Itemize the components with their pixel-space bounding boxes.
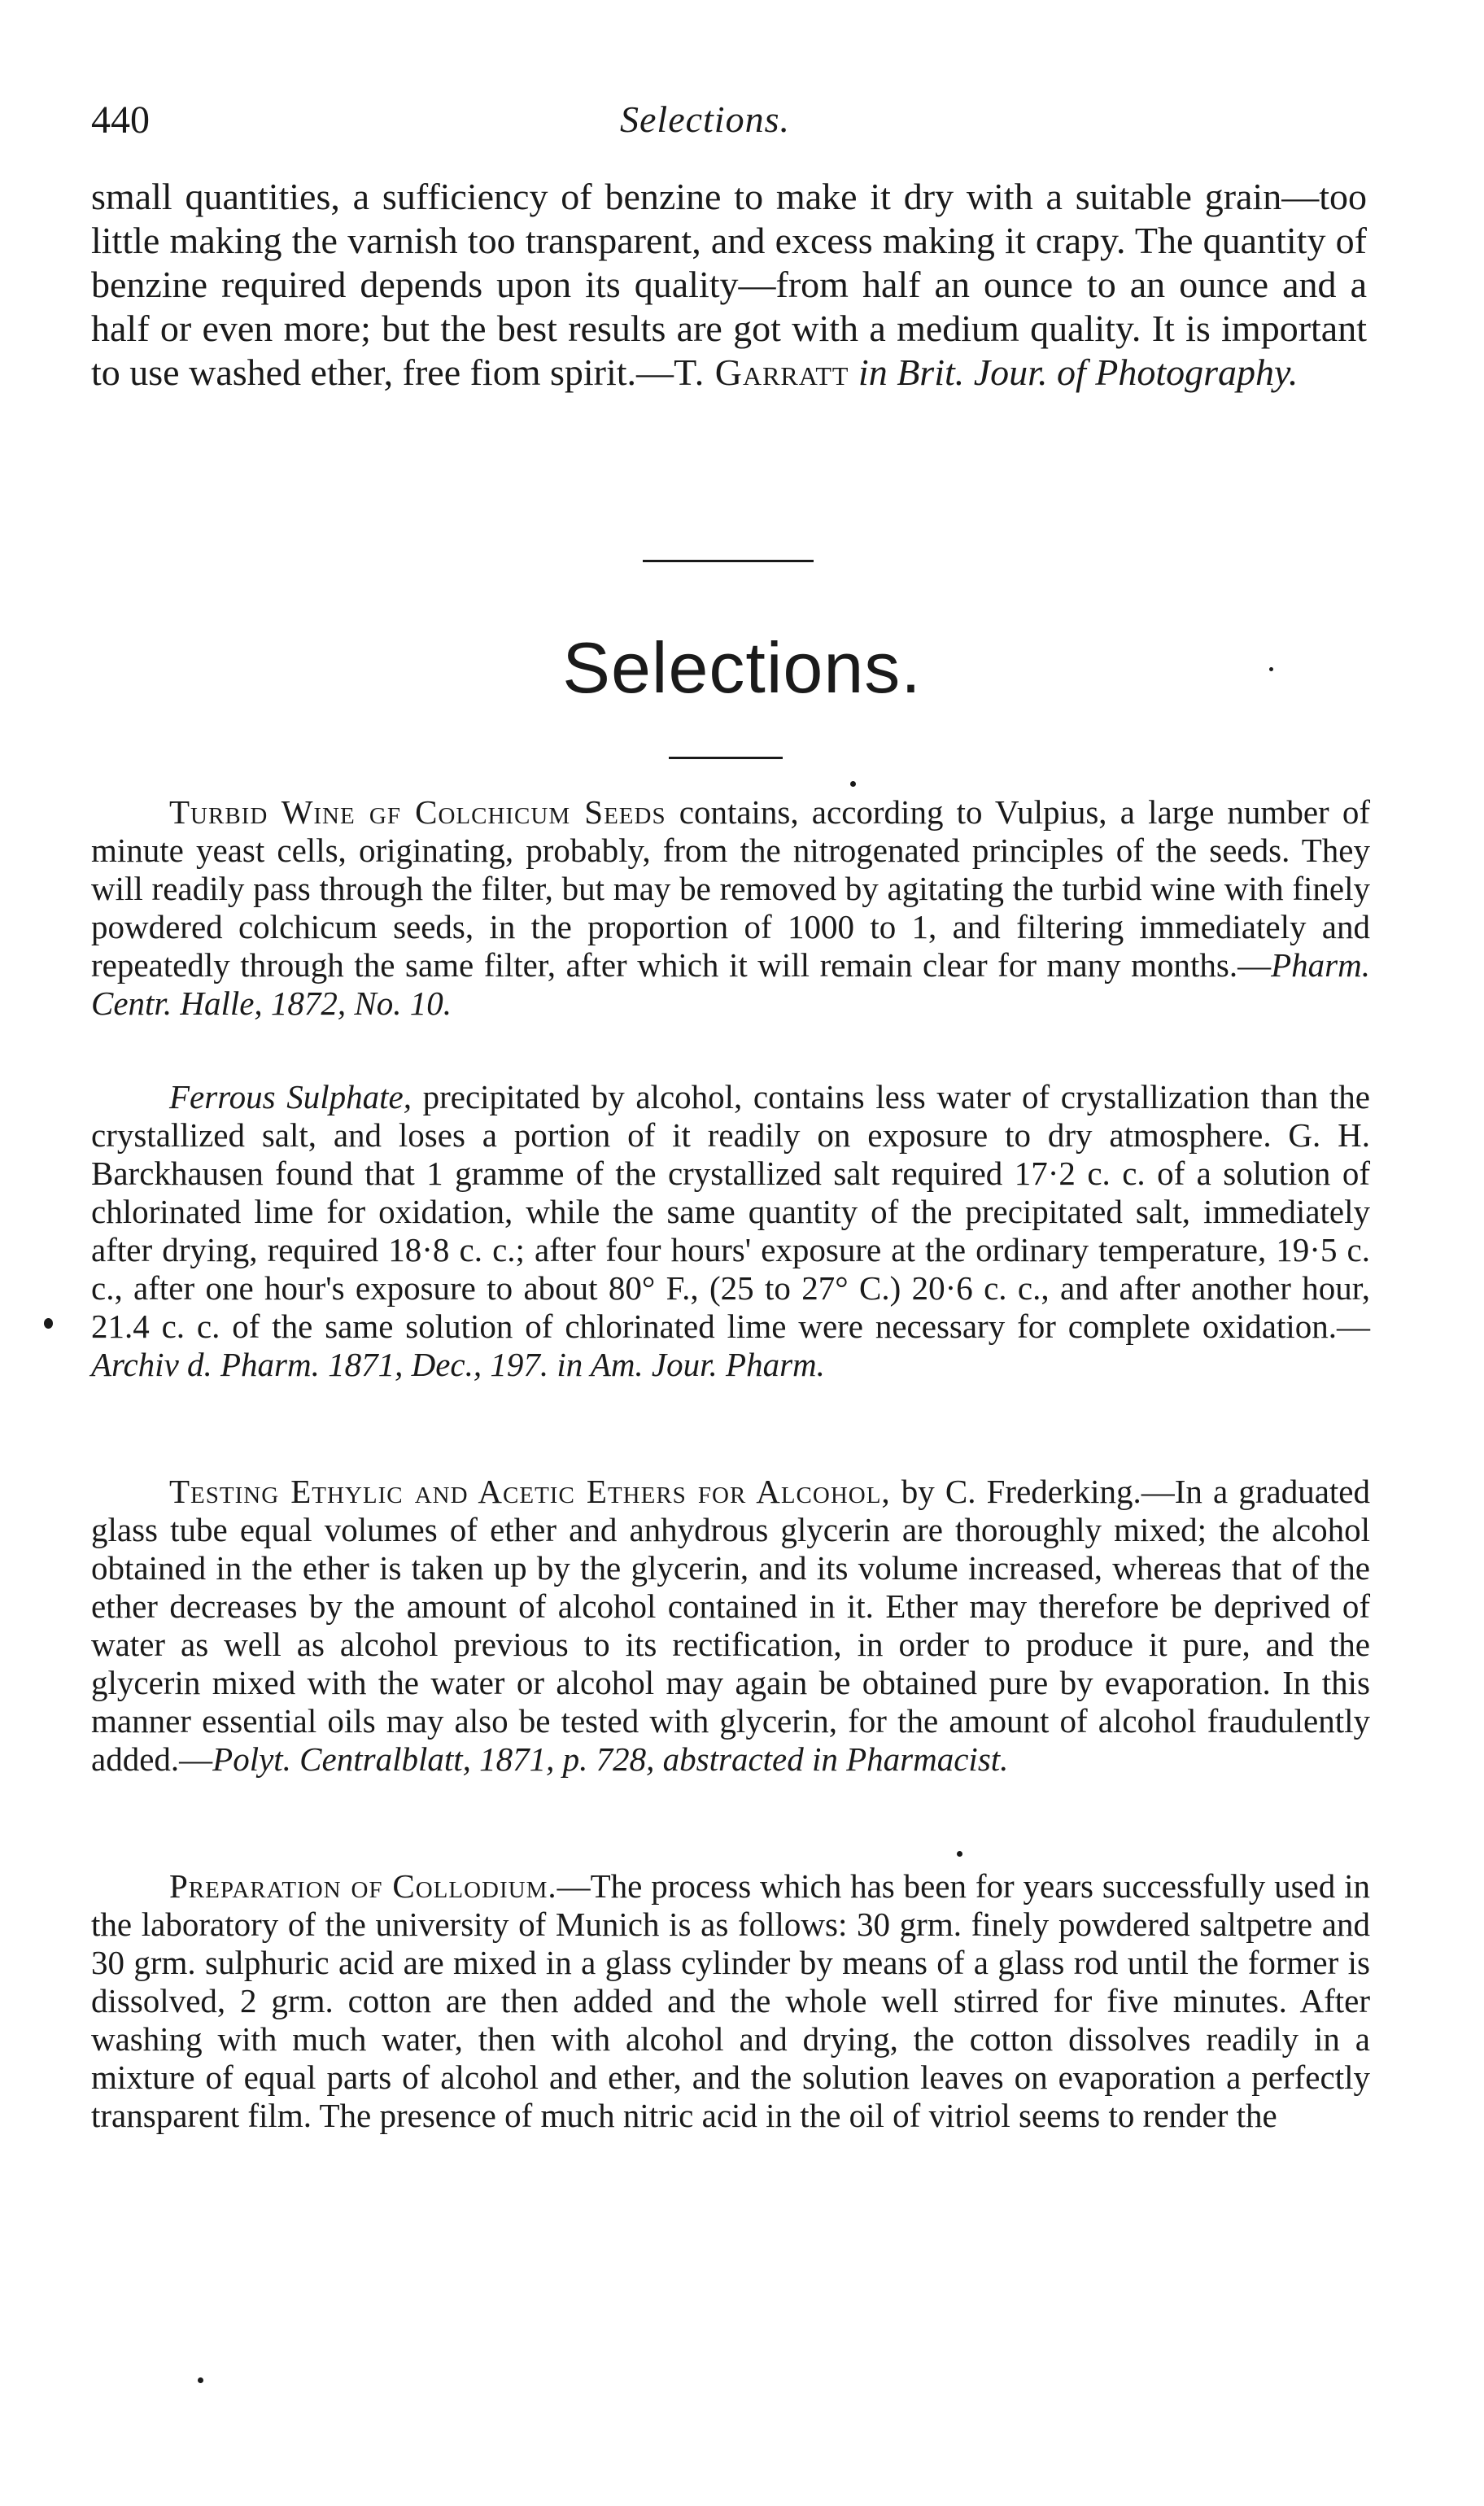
- ink-speck: [1269, 667, 1273, 671]
- article-body: contains, according to Vulpius, a large number of minute yeast cells, originating, probably, from the nitrogenated principles of the seeds. They will readily pass through the filter, but may be removed by agitating the turbid wine with finely powdered colchicum seeds, in the proportion of 1000 to 1, and filtering immediately and repeatedly through the same filter, after which it will remain clear for many months.—: [91, 793, 1370, 984]
- running-header: [91, 98, 1377, 146]
- article-citation: Archiv d. Pharm. 1871, Dec., 197. in Am. Jour. Pharm.: [91, 1346, 825, 1383]
- article-paragraph: [91, 793, 1370, 1023]
- ink-speck: [957, 1851, 962, 1857]
- article-ferrous-sulphate: [91, 1078, 1370, 1384]
- page-number: 440: [91, 98, 150, 142]
- article-citation: Pharm. Centr. Halle, 1872, No. 10.: [91, 946, 1370, 1022]
- article-paragraph: [91, 1473, 1370, 1779]
- article-paragraph: [91, 1867, 1370, 2135]
- article-body: by C. Frederking.—In a graduated glass tube equal volumes of ether and anhydrous glycerin are thoroughly mixed; the alcohol obtained in the ether is taken up by the glycerin, and its volume increased, whereas that of the ether decreases by the amount of alcohol contained in it. Ether may therefore be deprived of water as well as alcohol previous to its rectification, in order to produce it pure, and the glycerin mixed with the water or alcohol may again be obtained pure by evaporation. In this manner essential oils may also be tested with glycerin, for the amount of alcohol fraudulently added.—: [91, 1473, 1370, 1778]
- article-collodium: [91, 1867, 1370, 2135]
- continuation-paragraph: [91, 175, 1367, 395]
- ink-speck: [850, 781, 856, 787]
- continuation-source: in Brit. Jour. of Photography.: [858, 351, 1298, 393]
- continuation-text: small quantities, a sufficiency of benzine to make it dry with a suitable grain—too little making the varnish too transparent, and excess making it crapy. The quantity of benzine required depends upon its quality—from half an ounce to an ounce and a half or even more; but the best results are got with a medium quality. It is important to use washed ether, free fiom spirit.—: [91, 176, 1367, 393]
- running-title: Selections.: [620, 98, 790, 140]
- section-title: Selections.: [562, 627, 922, 708]
- section-rule-bottom: [669, 757, 783, 759]
- continuation-author: T. Garratt: [674, 351, 849, 393]
- article-heading: Ferrous Sulphate,: [169, 1078, 412, 1115]
- article-colchicum: [91, 793, 1370, 1023]
- section-rule-top: [643, 560, 814, 562]
- article-heading: Testing Ethylic and Acetic Ethers for Alcohol,: [169, 1473, 891, 1510]
- article-heading: Turbid Wine gf Colchicum Seeds: [169, 793, 666, 831]
- article-citation: Polyt. Centralblatt, 1871, p. 728, abstracted in Pharmacist.: [212, 1740, 1009, 1778]
- article-heading: Preparation of Collodium.: [169, 1867, 557, 1905]
- ink-speck: [44, 1318, 53, 1329]
- article-paragraph: [91, 1078, 1370, 1384]
- article-body: —The process which has been for years successfully used in the laboratory of the university of Munich is as follows: 30 grm. finely powdered saltpetre and 30 grm. sulphuric acid are mixed in a glass cylinder by means of a glass rod until the former is dissolved, 2 grm. cotton are then added and the whole well stirred for five minutes. After washing with much water, then with alcohol and drying, the cotton dissolves readily in a mixture of equal parts of alcohol and ether, and the solution leaves on evaporation a perfectly transparent film. The presence of much nitric acid in the oil of vitriol seems to render the: [91, 1867, 1370, 2134]
- article-testing-ethers: [91, 1473, 1370, 1779]
- ink-speck: [198, 2377, 203, 2383]
- article-body: precipitated by alcohol, contains less water of crystallization than the crystallized salt, and loses a portion of it readily on exposure to dry atmosphere. G. H. Barckhausen found that 1 gramme of the crystallized salt required 17·2 c. c. of a solution of chlorinated lime for oxidation, while the same quantity of the precipitated salt, immediately after drying, required 18·8 c. c.; after four hours' exposure at the ordinary temperature, 19·5 c. c., after one hour's exposure to about 80° F., (25 to 27° C.) 20·6 c. c., and after another hour, 21.4 c. c. of the same solution of chlorinated lime were necessary for complete oxidation.—: [91, 1078, 1370, 1345]
